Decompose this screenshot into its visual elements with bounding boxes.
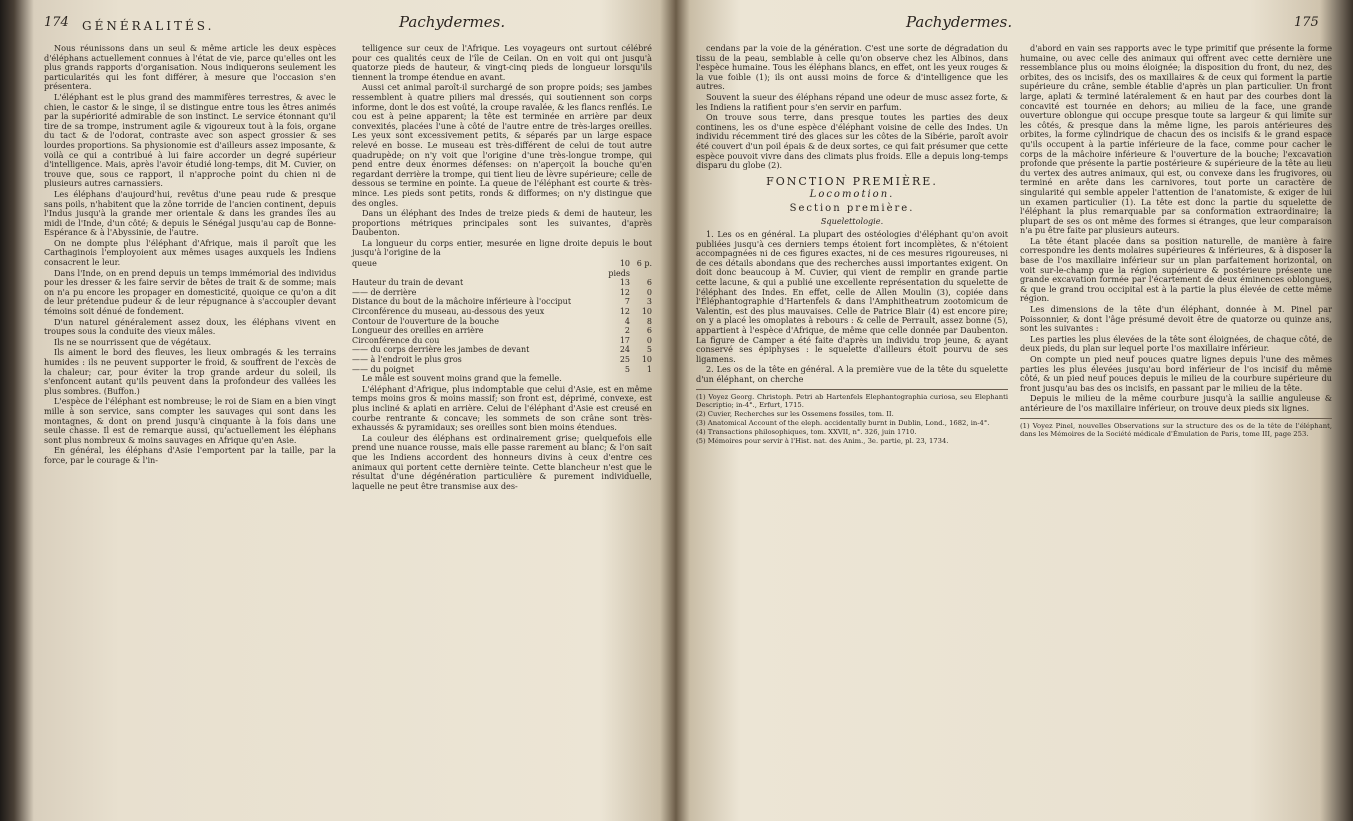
measurement-label: Distance du bout de la mâchoire inférieure à l'occiput xyxy=(352,297,572,307)
measurement-value: 1 xyxy=(646,364,652,374)
paragraph: Ils ne se nourrissent que de végétaux. xyxy=(54,336,212,347)
left-column-1 xyxy=(44,44,336,467)
measurements-table xyxy=(352,259,652,374)
right-column-2 xyxy=(1020,44,1332,439)
left-column-2 xyxy=(352,44,652,492)
paragraph: Depuis le milieu de la même courbure jusqu'à la saillie anguleuse & antérieure de l'os maxillaire inférieur, on trouve deux pieds six lignes. xyxy=(1020,393,1332,413)
measurement-value: 6 xyxy=(646,326,652,336)
measurement-row xyxy=(352,317,652,327)
measurement-value: 6 xyxy=(646,278,652,288)
measurement-row xyxy=(352,336,652,346)
footnote: (2) Cuvier, Recherches sur les Ossemens fossiles, tom. II. xyxy=(696,409,894,418)
locomotion-heading: Locomotion. xyxy=(809,189,895,201)
measurement-row xyxy=(352,326,652,336)
measure-intro: La longueur du corps entier, mesurée en ligne droite depuis le bout jusqu'à l'origine de la xyxy=(352,237,652,258)
measurement-label: —— du corps derrière les jambes de devant xyxy=(352,345,530,355)
measurement-label: Longueur des oreilles en arrière xyxy=(352,326,484,336)
measurement-value: 12 xyxy=(619,287,630,297)
measurement-value: 8 xyxy=(646,316,652,326)
paragraph: Les parties les plus élevées de la tête sont éloignées, de chaque côté, de deux pieds, du plan sur lequel porte l'os maxillaire inférieur. xyxy=(1020,333,1332,354)
paragraph: Dans l'Inde, on en prend depuis un temps immémorial des individus pour les dresser & les faire servir de bêtes de trait & de somme; mais on n'a pu encore les propager en domesticité, quoique ce qu'on a dit de leur prétendue pudeur & de leur répugnance à s'accoupler devant témoins soit dénué de fondement. xyxy=(44,267,336,317)
measurement-value: 17 xyxy=(619,335,630,345)
right-running-title: Pachydermes. xyxy=(906,13,1013,31)
right-page-number: 175 xyxy=(1294,15,1319,30)
measurement-value: 0 xyxy=(646,287,652,297)
paragraph: La tête étant placée dans sa position naturelle, de manière à faire correspondre les dents molaires supérieures & inférieures, & à disposer la base de l'os maxillaire inférieur sur un plan parfaitement horizontal, on voit sur-le-champ que la région supérieure & postérieure présente une grande excavation formée par l'écartement de deux éminences oblongues, & que le grand trou occipital est à la partie la plus élevée de cette même région. xyxy=(1020,235,1332,304)
measurement-value: 2 xyxy=(624,326,630,336)
paragraph: Le mâle est souvent moins grand que la femelle. xyxy=(362,373,562,384)
measurement-label: Circonférence du museau, au-dessous des yeux xyxy=(352,307,545,317)
paragraph: telligence sur ceux de l'Afrique. Les voyageurs ont surtout célébré pour ces qualités ceux de l'île de Ceilan. On en voit qui ont jusqu'à quatorze pieds de hauteur, & vingt-cinq pieds de longueur lorsqu'ils tiennent la trompe étendue en avant. xyxy=(352,43,652,82)
paragraph: L'éléphant d'Afrique, plus indomptable que celui d'Asie, est en même temps moins gros & moins massif; son front est, déprimé, convexe, est plus incliné & aplati en arrière. Celui de l'éléphant d'Asie est creusé en courbe rentrante & concave; les sommets de son crâne sont très-exhaussés & pyramidaux; ses oreilles sont bien moins étendues. xyxy=(352,383,652,433)
paragraph: d'abord en vain ses rapports avec le type primitif que présente la forme humaine, ou avec celle des animaux qui offrent avec cette dernière une ressemblance plus ou moins éloignée; la disposition du front, du nez, des orbites, des os incisifs, des os maxillaires & de ceux qui forment la partie supérieure du crâne, semble établie d'après un plan particulier. Un front large, aplati & terminé latéralement & en haut par des courbes dont la concavité est tournée en dehors; au milieu de la face, une grande ouverture oblongue qui occupe presque toute sa largeur & qui limite sur les côtés, & presque dans la même ligne, les parois antérieures des orbites, la forme cylindrique de chacun des os incisifs & le grand espace qu'ils occupent à la partie inférieure de la face, comme pour cacher le corps de la mâchoire inférieure & l'ouverture de la bouche; l'excavation profonde que présente la partie postérieure & supérieure de la tête au lieu du vertex des autres animaux, qui est, ou convexe dans les frugivores, ou terminé en arête dans les carnivores, tout porte un caractère de singularité qui semble appeler l'attention de l'anatomiste, & exiger de lui un examen particulier (1). La tête est donc la partie du squelette de l'éléphant la plus remarquable par sa conformation extraordinaire; la plupart de ses os ont même des formes si étranges, que leur comparaison n'a pu être faite par plusieurs auteurs. xyxy=(1020,43,1332,236)
footnote: (1) Voyez Georg. Christoph. Petri ab Hartenfels Elephantographia curiosa, seu Elephanti Descriptio; in-4°., Erfurt, 1715. xyxy=(696,392,1008,409)
measurement-value: 13 xyxy=(619,278,630,288)
paragraph: 1. Les os en général. La plupart des ostéologies d'éléphant qu'on avoit publiées jusqu'à ces derniers temps étoient fort incomplètes, & n'étoient accompagnées ni de ces figures exactes, ni de ces mesures rigoureuses, ni de ces détails abondans que des recherches aussi importantes exigent. On doit donc beaucoup à M. Cuvier, qui vient de remplir en grande partie cette lacune, & qui a publié une excellente représentation du squelette de l'éléphant des Indes. En effet, celle de Allen Moulin (3), copiée dans l'Éléphantographie d'Hartenfels & dans l'Amphitheatrum zootomicum de Valentin, est des plus mauvaises. Celle de Patrice Blair (4) est encore pire; on y a placé les omoplates à rebours : & celle de Perrault, assez bonne (5), appartient à l'espèce d'Afrique, de même que celle donnée par Daubenton. La figure de Camper a été faite d'après un individu trop jeune, & ayant conservé ses épiphyses : le squelette d'ailleurs étoit pourvu de ses ligamens. xyxy=(696,229,1008,364)
measurement-value: 5 xyxy=(646,345,652,355)
paragraph: cendans par la voie de la génération. C'est une sorte de dégradation du tissu de la peau, semblable à celle qu'on observe chez les Albinos, dans l'espèce humaine. Tous les éléphans blancs, en effet, ont les yeux rouges & la vue foible (1); ils ont aussi moins de force & d'intelligence que les autres. xyxy=(696,43,1008,92)
measurement-row xyxy=(352,307,652,317)
paragraph: On trouve sous terre, dans presque toutes les parties des deux continens, les os d'une espèce d'éléphant voisine de celle des Indes. Un individu récemment tiré des glaces sur les côtes de la Sibérie, paroît avoir été couvert d'un poil épais & de deux sortes, ce qui fait présumer que cette espèce pouvoit vivre dans des climats plus froids. Elle a depuis long-temps disparu du globe (2). xyxy=(696,112,1008,171)
paragraph: Les éléphans d'aujourd'hui, revêtus d'une peau rude & presque sans poils, n'habitent que la zône torride de l'ancien continent, depuis l'Indus jusqu'à la grande mer orientale & dans les grandes îles au midi de l'Inde, d'un côté; & depuis le Sénégal jusqu'au cap de Bonne-Espérance & à l'Abyssinie, de l'autre. xyxy=(44,188,336,238)
paragraph: 2. Les os de la tête en général. A la première vue de la tête du squelette d'un éléphant, on cherche xyxy=(696,364,1008,384)
measurement-row xyxy=(352,288,652,298)
measurement-label: Hauteur du train de devant xyxy=(352,278,464,288)
paragraph: Dans un éléphant des Indes de treize pieds & demi de hauteur, les proportions métriques principales sont les suivantes, d'après Daubenton. xyxy=(352,208,652,238)
fonction-heading: FONCTION PREMIÈRE. xyxy=(766,174,938,188)
paragraph: En général, les éléphans d'Asie l'emportent par la taille, par la force, par le courage & l'in- xyxy=(44,445,336,465)
paragraph: Aussi cet animal paroît-il surchargé de son propre poids; ses jambes ressemblent à quatre piliers mal dressés, qui soutiennent son corps informe, dont le dos est voûté, la croupe ravalée, & les flancs renflés. Le cou est à peine apparent; la tête est terminée en arrière par deux convexités, placées l'une à côté de l'autre entre de très-larges oreilles. Les yeux sont excessivement petits, & séparés par un large espace relevé en bosse. Le museau est très-différent de celui de tout autre quadrupède; on n'y voit que l'origine d'une très-longue trompe, qui pend entre deux énormes défenses: on n'aperçoit la bouche qu'en regardant derrière la trompe, qui tient lieu de lèvre supérieure; celle de dessous se termine en pointe. La queue de l'éléphant est courte & très-mince. Les pieds sont petits, ronds & difformes; on n'y distingue que des ongles. xyxy=(352,82,652,208)
measurement-value: 0 xyxy=(646,335,652,345)
paragraph: Ils aiment le bord des fleuves, les lieux ombragés & les terrains humides : ils ne peuvent supporter le froid, & souffrent de l'excès de la chaleur; car, pour éviter la trop grande ardeur du soleil, ils s'enfoncent autant qu'ils peuvent dans la profondeur des vallées les plus sombres. (Buffon.) xyxy=(44,347,336,396)
paragraph: Souvent la sueur des éléphans répand une odeur de musc assez forte, & les Indiens la ratifient pour s'en servir en parfum. xyxy=(696,91,1008,112)
left-page-header xyxy=(44,13,664,38)
measurement-value: 6 p. xyxy=(636,259,652,269)
paragraph: On compte un pied neuf pouces quatre lignes depuis l'une des mêmes parties les plus élevées jusqu'au bord inférieur de l'os incisif du même côté, & un pied neuf pouces depuis le milieu de la courbure supérieure du front jusqu'au bas des os incisifs, en passant par le milieu de la tête. xyxy=(1020,354,1332,393)
measurement-label: Contour de l'ouverture de la bouche xyxy=(352,316,500,326)
right-column-1 xyxy=(696,44,1008,446)
footnote: (3) Anatomical Account of the eleph. accidentally burnt in Dublin, Lond., 1682, in-4°. xyxy=(696,418,990,427)
measurement-value: 10 xyxy=(641,355,652,364)
paragraph: La couleur des éléphans est ordinairement grise; quelquefois elle prend une nuance rousse, mais elle passe rarement au blanc; & l'on sait que les Indiens accordent des honneurs divins à ceux d'entre ces animaux qui portent cette dernière teinte. Cette blancheur n'est que le résultat d'une dégénération particulière & purement individuelle, laquelle ne peut être transmise aux des- xyxy=(352,432,652,491)
measurement-value: 4 xyxy=(624,316,630,326)
measurement-value: 3 xyxy=(646,297,652,307)
paragraph: L'espèce de l'éléphant est nombreuse; le roi de Siam en a bien vingt mille à son service, sans compter les sauvages qui sont dans les montagnes, & dont on prend jusqu'à cinquante à la fois dans une seule chasse. Il est de remarque aussi, qu'actuellement les éléphans sont plus nombreux & moins sauvages en Afrique qu'en Asie. xyxy=(44,396,336,445)
left-running-title: Pachydermes. xyxy=(399,13,506,31)
section-heading: Section première. xyxy=(789,202,915,214)
measurement-row xyxy=(352,345,652,355)
left-section-title: GÉNÉRALITÉS. xyxy=(82,19,215,33)
measurement-label: Circonférence du cou xyxy=(352,335,440,345)
measurement-row xyxy=(352,355,652,365)
paragraph: Nous réunissons dans un seul & même article les deux espèces d'éléphans actuellement connues à l'état de vie, parce qu'elles ont les plus grands rapports d'organisation. Nous indiquerons seulement les particularités qui les font différer, à mesure que l'occasion s'en présentera. xyxy=(44,43,336,92)
footnotes xyxy=(696,389,1008,445)
measurement-value: 7 xyxy=(624,297,630,307)
paragraph: On ne dompte plus l'éléphant d'Afrique, mais il paroît que les Carthaginois l'employoient aux mêmes usages auxquels les Indiens consacrent le leur. xyxy=(44,237,336,268)
measurement-label: —— de derrière xyxy=(352,287,417,297)
measurement-label: queue xyxy=(352,259,377,269)
measurement-row xyxy=(352,259,652,278)
footnote: (4) Transactions philosophiques, tom. XXVII, n°. 326, juin 1710. xyxy=(696,427,917,436)
measurement-label: —— du poignet xyxy=(352,364,415,374)
measurement-row xyxy=(352,297,652,307)
footnote: (1) Voyez Pinel, nouvelles Observations sur la structure des os de la tête de l'éléphant, dans les Mémoires de la Société médicale d'Émulation de Paris, tome III, page 253. xyxy=(1020,421,1332,438)
measurement-value: 5 xyxy=(624,364,630,374)
measurement-row xyxy=(352,278,652,288)
measurement-value: 12 xyxy=(619,307,630,317)
measurement-label: —— à l'endroit le plus gros xyxy=(352,355,462,364)
right-page-header xyxy=(696,13,1336,38)
left-page-number: 174 xyxy=(44,15,69,30)
measurement-value: 10 pieds xyxy=(608,259,630,278)
footnotes xyxy=(1020,418,1332,438)
paragraph: D'un naturel généralement assez doux, les éléphans vivent en troupes sous la conduite des vieux mâles. xyxy=(44,316,336,337)
paragraph: L'éléphant est le plus grand des mammifères terrestres, & avec le chien, le castor & le singe, il se distingue entre tous les êtres animés par la supériorité admirable de son instinct. Le service étonnant qu'il tire de sa trompe, instrument agile & vigoureux tout à la fois, organe du tact & de l'odorat, contraste avec son aspect grossier & ses lourdes proportions. Sa physionomie est d'ailleurs assez imposante, & voilà ce qui a contribué à lui faire accorder un degré supérieur d'intelligence. Mais, après l'avoir étudié long-temps, dit M. Cuvier, on trouve que, sous ce rapport, il n'approche point du chien ni de plusieurs autres carnassiers. xyxy=(44,91,336,189)
footnote: (5) Mémoires pour servir à l'Hist. nat. des Anim., 3e. partie, pl. 23, 1734. xyxy=(696,436,949,445)
paragraph: Les dimensions de la tête d'un éléphant, donnée à M. Pinel par Poissonnier, & dont l'âge présumé devoit être de quatorze ou quinze ans, sont les suivantes : xyxy=(1020,304,1332,334)
measurement-value: 25 xyxy=(619,355,630,364)
measurement-value: 24 xyxy=(619,345,630,355)
squelettologie-heading: Squelettologie. xyxy=(820,215,884,226)
measurement-value: 10 xyxy=(641,307,652,317)
